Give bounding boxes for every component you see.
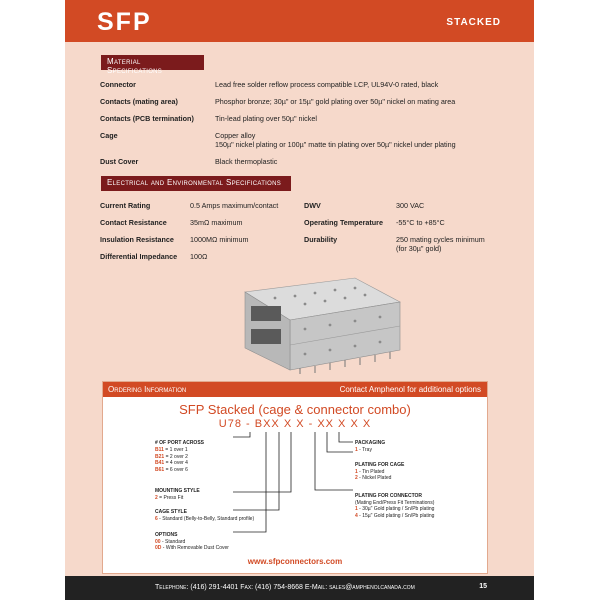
packaging-heading: PACKAGING	[355, 440, 386, 446]
ordering-heading: Ordering Information	[108, 385, 187, 394]
plating-connector-option: 4 - 15µ" Gold plating / Sn/Pb plating	[355, 512, 435, 519]
options-option: 00 - Standard	[155, 538, 186, 545]
elec-value: 1000MΩ minimum	[190, 235, 249, 244]
elec-value: -55°C to +85°C	[396, 218, 445, 227]
spec-value: Tin-lead plating over 50µ" nickel	[215, 114, 317, 123]
spec-label: Contacts (PCB termination)	[100, 114, 194, 123]
spec-label: Dust Cover	[100, 157, 139, 166]
contact-note: Contact Amphenol for additional options	[339, 385, 481, 394]
packaging-option: 1 - Tray	[355, 446, 372, 453]
elec-label: Contact Resistance	[100, 218, 167, 227]
spec-value: Black thermoplastic	[215, 157, 278, 166]
spec-value: Copper alloy	[215, 131, 256, 140]
elec-value: 300 VAC	[396, 201, 425, 210]
cage-style-option: 6 - Standard (Belly-to-Belly, Standard profile)	[155, 515, 255, 522]
spec-value: Lead free solder reflow process compatible LCP, UL94V-0 rated, black	[215, 80, 439, 89]
electrical-specs-heading: Electrical and Environmental Specifications	[101, 176, 291, 191]
page-title: SFP	[97, 8, 152, 36]
website-link[interactable]: www.sfpconnectors.com	[247, 557, 343, 566]
datasheet-page	[65, 0, 534, 600]
footer-bar	[65, 576, 534, 600]
options-option: 0D - With Removable Dust Cover	[155, 545, 229, 551]
ports-option: B41 = 4 over 4	[155, 460, 188, 466]
footer-contact: Telephone: (416) 291-4401 Fax: (416) 754-8668 E-Mail: sales@amphenolcanada.com	[155, 584, 415, 591]
ordering-information-panel	[102, 381, 488, 574]
ports-option: B61 = 6 over 6	[155, 466, 188, 473]
spec-value: Phosphor bronze; 30µ" or 15µ" gold plating over 50µ" nickel on mating area	[215, 97, 456, 106]
spec-label: Contacts (mating area)	[100, 97, 178, 106]
page-number: 15	[479, 583, 487, 590]
plating-connector-note: (Mating End/Press Fit Terminations)	[355, 499, 435, 506]
material-specs-heading: Material Specifications	[101, 55, 204, 70]
plating-cage-heading: PLATING FOR CAGE	[355, 462, 405, 468]
elec-value: 0.5 Amps maximum/contact	[190, 201, 279, 210]
mounting-heading: MOUNTING STYLE	[155, 488, 200, 494]
elec-label: Insulation Resistance	[100, 235, 174, 244]
plating-cage-option: 2 - Nickel Plated	[355, 475, 392, 481]
elec-value-2: (for 30µ" gold)	[396, 244, 442, 253]
ordering-title: SFP Stacked (cage & connector combo)	[179, 402, 411, 417]
elec-label: Current Rating	[100, 201, 151, 210]
plating-connector-heading: PLATING FOR CONNECTOR	[355, 493, 423, 499]
mounting-option: 2 = Press Fit	[155, 494, 184, 501]
elec-value: 100Ω	[190, 252, 208, 261]
plating-cage-option: 1 - Tin Plated	[355, 468, 385, 475]
plating-connector-option: 1 - 30µ" Gold plating / Sn/Pb plating	[355, 506, 435, 512]
elec-value: 250 mating cycles minimum	[396, 235, 485, 244]
elec-value: 35mΩ maximum	[190, 218, 243, 227]
options-heading: OPTIONS	[155, 532, 178, 538]
ports-option: B21 = 2 over 2	[155, 453, 188, 460]
sfp-stacked-cage-image	[205, 274, 405, 374]
ports-option: B11 = 1 over 1	[155, 447, 188, 453]
cage-style-heading: CAGE STYLE	[155, 509, 187, 515]
spec-label: Connector	[100, 80, 136, 89]
header-banner	[65, 0, 534, 42]
page-tag: STACKED	[446, 17, 501, 28]
elec-label: Durability	[304, 235, 338, 244]
ports-heading: # OF PORT ACROSS	[155, 440, 204, 446]
spec-label: Cage	[100, 131, 118, 140]
elec-label: Operating Temperature	[304, 218, 383, 227]
part-number-pattern: U78 - BXX X X - XX X X X	[218, 418, 372, 430]
elec-label: Differential Impedance	[100, 252, 178, 261]
elec-label: DWV	[304, 201, 321, 210]
spec-value-2: 150µ" nickel plating or 100µ" matte tin plating over 50µ" nickel under plating	[215, 140, 456, 149]
